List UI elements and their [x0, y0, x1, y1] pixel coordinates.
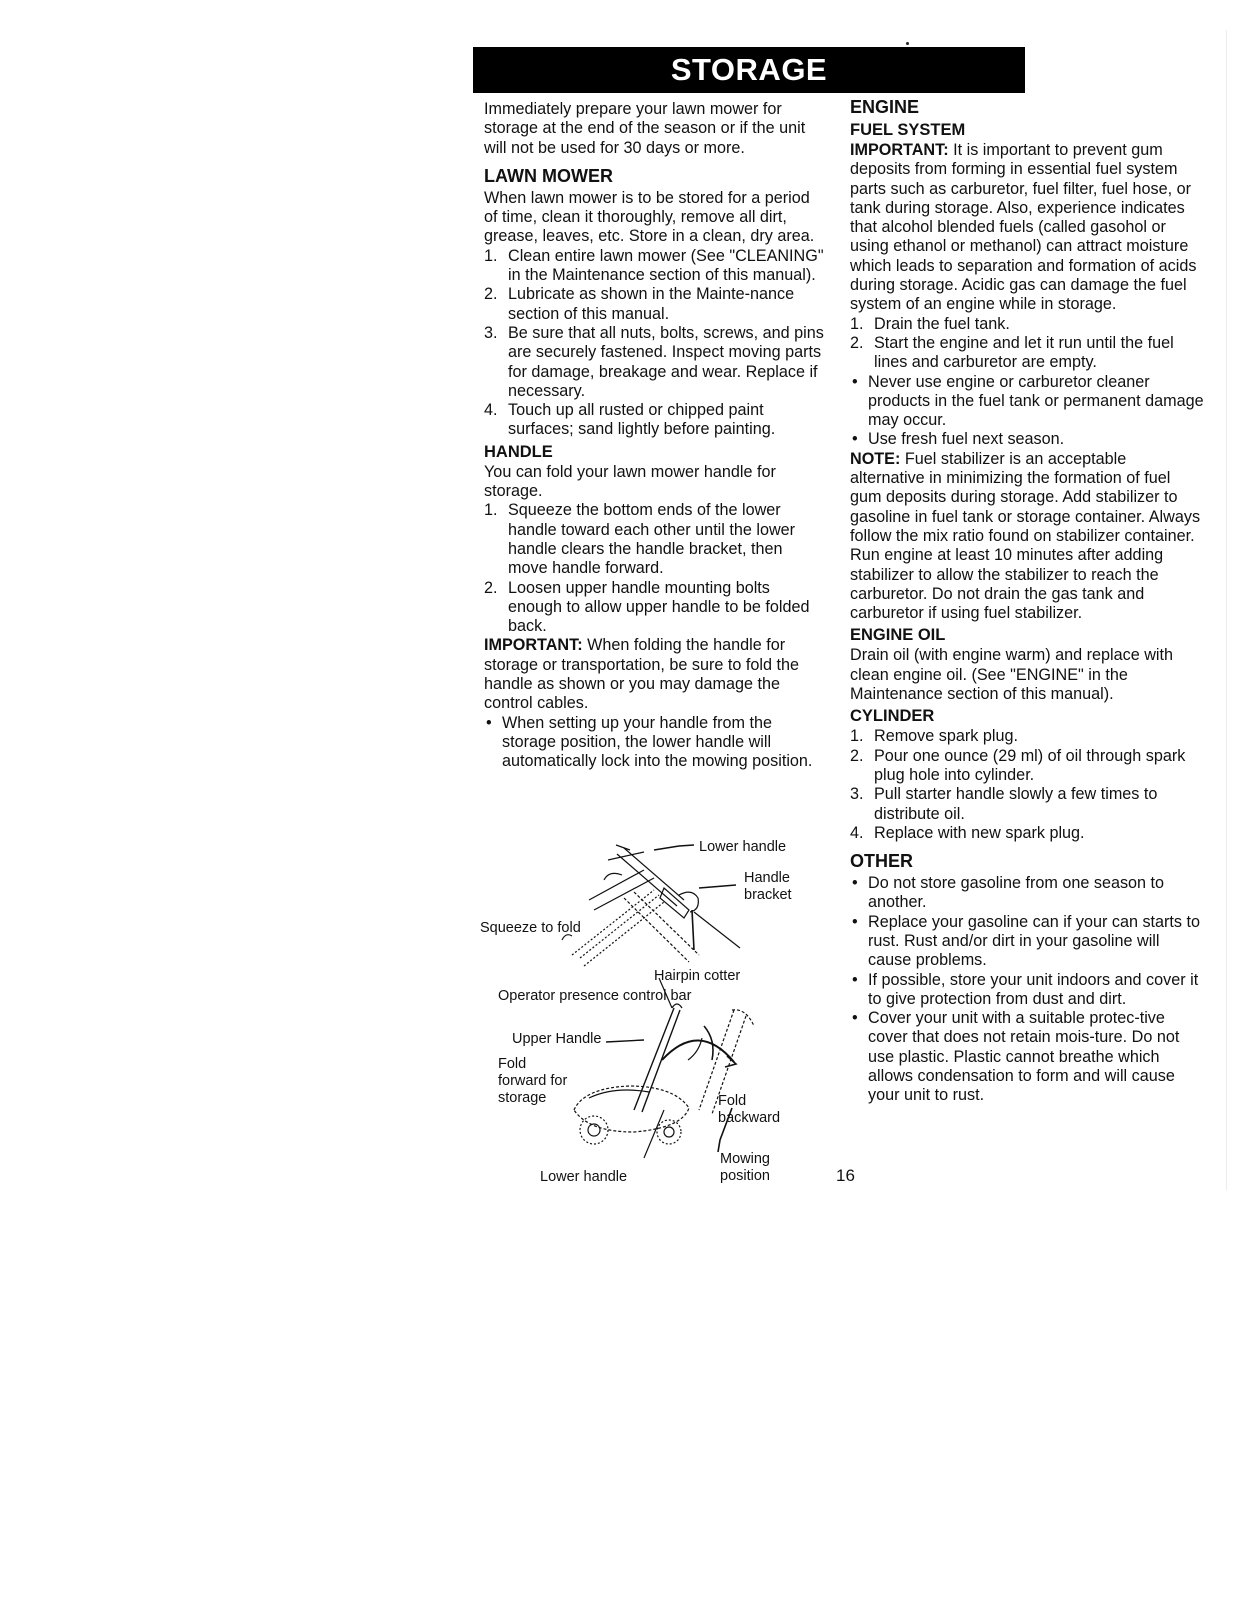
- handle-fold-illustration: [480, 839, 834, 1210]
- right-column: [850, 96, 1205, 1106]
- left-column: [484, 100, 826, 772]
- label-fold-forward-line1: Fold: [498, 1056, 527, 1072]
- page-number: 16: [836, 1166, 855, 1185]
- step-number: 4.: [850, 823, 864, 842]
- label-hairpin-cotter: Hairpin cotter: [654, 968, 741, 984]
- handle-steps: [484, 501, 826, 636]
- list-item: [850, 785, 1205, 824]
- handle-paragraph: You can fold your lawn mower handle for storage.: [484, 462, 776, 501]
- step-number: 1.: [850, 727, 864, 746]
- step-text: Lubricate as shown in the Mainte-nance section of this manual.: [508, 285, 795, 323]
- list-item: [484, 501, 826, 578]
- list-item: • When setting up your handle from the storage position, the lower handle will automatically lock into the mowing position.: [484, 714, 826, 772]
- important-text: When folding the handle for storage or transportation, be sure to fold the handle as shown or you may damage the control cables.: [484, 636, 799, 713]
- step-text: Loosen upper handle mounting bolts enough to allow upper handle to be folded back.: [508, 578, 810, 636]
- fuel-important-note: [850, 141, 1205, 315]
- engine-oil-paragraph: Drain oil (with engine warm) and replace with clean engine oil. (See "ENGINE" in the Maintenance section of this manual).: [850, 646, 1173, 704]
- step-text: Remove spark plug.: [874, 727, 1018, 746]
- scan-edge-line: [1226, 30, 1227, 1190]
- list-item: [850, 727, 1205, 746]
- label-lower-handle-bottom: Lower handle: [540, 1169, 628, 1185]
- lawn-mower-heading: LAWN MOWER: [484, 165, 613, 186]
- list-item: • Never use engine or carburetor cleaner products in the fuel tank or permanent damage may occur.: [850, 373, 1205, 431]
- list-item: [484, 324, 826, 401]
- step-text: Squeeze the bottom ends of the lower handle toward each other until the lower handle clears the handle bracket, then move handle forward.: [508, 501, 796, 578]
- step-number: 1.: [484, 246, 498, 265]
- list-item: [484, 401, 826, 440]
- list-item: [850, 747, 1205, 786]
- fuel-system-heading: FUEL SYSTEM: [850, 121, 966, 139]
- fuel-note: [850, 450, 1205, 624]
- label-handle-bracket-line2: bracket: [744, 887, 792, 903]
- list-item: [484, 285, 826, 324]
- important-text: It is important to prevent gum deposits from forming in essential fuel system parts such as carburetor, fuel filter, fuel hose, or tank during storage. Also, experience indicates that alcohol blended fuels (called gasohol or using ethanol or methanol) can attract moisture which leads to separation and formation of acids during storage. Acidic gas can damage the fuel system of an engine while in storage.: [850, 141, 1197, 314]
- label-fold-backward-line1: Fold: [718, 1093, 747, 1109]
- list-item: • Cover your unit with a suitable protec-tive cover that does not retain mois-ture. Do not use plastic. Plastic cannot breathe which allows condensation to form and will cause your unit to rust.: [850, 1009, 1205, 1105]
- cylinder-steps: [850, 727, 1205, 843]
- step-text: Be sure that all nuts, bolts, screws, and pins are securely fastened. Inspect moving parts for damage, breakage and wear. Replace if necessary.: [508, 323, 824, 400]
- label-mowing-position-line2: position: [720, 1168, 770, 1184]
- note-text: Fuel stabilizer is an acceptable alternative in minimizing the formation of fuel gum deposits during storage. Add stabilizer to gasoline in fuel tank or storage container. Always follow the mix ratio found on stabilizer container. Run engine at least 10 minutes after adding stabilizer to allow the stabilizer to reach the carburetor. Do not drain the gas tank and carburetor if using fuel stabilizer.: [850, 449, 1201, 623]
- step-number: 2.: [850, 333, 864, 352]
- list-item: [850, 824, 1205, 843]
- step-text: Start the engine and let it run until the fuel lines and carburetor are empty.: [874, 333, 1174, 372]
- list-item: • Replace your gasoline can if your can starts to rust. Rust and/or dirt in your gasoline will cause problems.: [850, 913, 1205, 971]
- handle-heading: HANDLE: [484, 442, 553, 461]
- label-handle-bracket-line1: Handle: [744, 870, 790, 886]
- label-fold-backward-line2: backward: [718, 1110, 781, 1126]
- engine-heading: ENGINE: [850, 97, 920, 117]
- step-number: 2.: [484, 578, 498, 597]
- label-operator-presence: Operator presence control bar: [498, 988, 692, 1004]
- label-fold-forward-line3: storage: [498, 1090, 547, 1106]
- engine-oil-heading: ENGINE OIL: [850, 626, 946, 645]
- step-text: Clean entire lawn mower (See "CLEANING" in the Maintenance section of this manual).: [508, 246, 824, 285]
- step-number: 2.: [850, 746, 864, 765]
- cylinder-heading: CYLINDER: [850, 707, 935, 726]
- step-number: 1.: [850, 314, 864, 333]
- fuel-bullets: [850, 373, 1205, 450]
- step-text: Pull starter handle slowly a few times to distribute oil.: [874, 785, 1158, 823]
- handle-important-note: [484, 636, 826, 713]
- list-item: [484, 247, 826, 286]
- list-item: [484, 579, 826, 637]
- list-item: • If possible, store your unit indoors and cover it to give protection from dust and dirt.: [850, 971, 1205, 1010]
- step-text: Replace with new spark plug.: [874, 823, 1085, 842]
- section-header: [473, 47, 1025, 93]
- step-number: 3.: [850, 785, 864, 804]
- intro-paragraph: Immediately prepare your lawn mower for storage at the end of the season or if the unit will not be used for 30 days or more.: [484, 100, 806, 157]
- fuel-steps: [850, 315, 1205, 373]
- other-bullets: [850, 874, 1205, 1106]
- section-title: STORAGE: [670, 52, 828, 87]
- label-mowing-position-line1: Mowing: [720, 1151, 770, 1167]
- list-item: [850, 334, 1205, 373]
- scan-speck: [906, 42, 909, 45]
- step-text: Pour one ounce (29 ml) of oil through spark plug hole into cylinder.: [874, 746, 1186, 784]
- step-number: 2.: [484, 285, 498, 304]
- label-fold-forward-line2: forward for: [498, 1073, 568, 1089]
- important-label: IMPORTANT:: [484, 636, 583, 655]
- lawn-mower-steps: [484, 247, 826, 440]
- label-lower-handle-top: Lower handle: [699, 839, 787, 855]
- lawn-mower-paragraph: When lawn mower is to be stored for a period of time, clean it thoroughly, remove all dirt, grease, leaves, etc. Store in a clean, dry area.: [484, 188, 815, 246]
- step-number: 1.: [484, 501, 498, 520]
- step-text: Drain the fuel tank.: [874, 314, 1010, 333]
- note-label: NOTE:: [850, 449, 901, 468]
- step-number: 4.: [484, 401, 498, 420]
- label-upper-handle: Upper Handle: [512, 1031, 602, 1047]
- step-number: 3.: [484, 323, 498, 342]
- label-squeeze-to-fold: Squeeze to fold: [480, 920, 581, 936]
- list-item: • Do not store gasoline from one season to another.: [850, 874, 1205, 913]
- list-item: • Use fresh fuel next season.: [850, 430, 1205, 449]
- handle-bullets: [484, 714, 826, 772]
- step-text: Touch up all rusted or chipped paint surfaces; sand lightly before painting.: [508, 401, 776, 439]
- list-item: [850, 315, 1205, 334]
- other-heading: OTHER: [850, 851, 913, 872]
- important-label: IMPORTANT:: [850, 141, 949, 159]
